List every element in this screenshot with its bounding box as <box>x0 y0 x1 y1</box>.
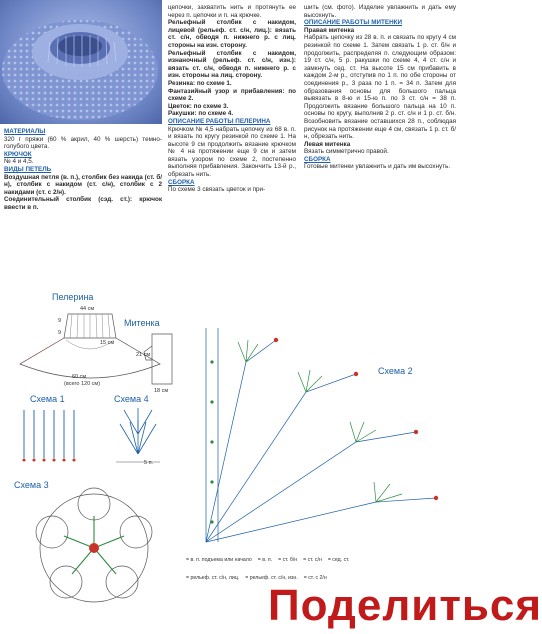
mid-para-4: Резинка: по схеме 1. <box>168 79 232 87</box>
dim-21: 21 см <box>136 352 151 358</box>
product-photo <box>0 0 162 124</box>
mid-para-3: Рельефный столбик с накидом, изнаночный (рельеф. ст. с/н, изн.): вязать ст. с/н, обводя п. нижнего р. с изн. стороны на лиц. сторону. <box>168 49 296 80</box>
scheme1-label: Схема 1 <box>30 394 65 404</box>
hook-text: № 4 и 4,5. <box>4 158 34 166</box>
stitches-heading: ВИДЫ ПЕТЕЛЬ <box>4 165 52 173</box>
scheme4-diagram <box>108 404 168 468</box>
watermark-text: Поделиться <box>268 581 542 630</box>
legend-dc: = ст. с/н <box>303 557 322 563</box>
mitenka-label: Митенка <box>124 318 160 328</box>
mid-para-6: Цветок: по схеме 3. <box>168 102 229 110</box>
dim-44: 44 см <box>80 306 95 312</box>
mid-para-2: Рельефный столбик с накидом, лицевой (рельеф. ст. с/н, лиц.): вязать ст. с/н, обводя п. нижнего р. с лиц. стороны на изн. сторону. <box>168 19 296 49</box>
mid-para-7: Ракушки: по схеме 4. <box>168 110 234 118</box>
dim-total: (всего 120 см) <box>64 381 101 387</box>
hook-heading: КРЮЧОК <box>4 150 32 158</box>
cape-photo-illustration <box>0 0 162 124</box>
mid-para-5: Фантазийный узор и прибавления: по схеме 2. <box>168 87 296 103</box>
scheme2-diagram <box>186 322 454 552</box>
mid-para-1: цепочки, захватить нить и протянуть ее через п. цепочки и п. на крючке. <box>168 4 296 19</box>
left-mitten-heading: Левая митенка <box>304 140 351 148</box>
legend-chain: = в. п. <box>257 557 273 563</box>
dim-18: 18 см <box>154 388 169 394</box>
legend-chain-start: = в. п. подъема или начало <box>186 557 252 563</box>
scheme1-diagram <box>14 404 94 464</box>
dim-5: 5 п. <box>144 460 154 466</box>
slip-stitch-text: Соединительный столбик (сэд. ст.): крючок ввести в п. <box>4 196 162 211</box>
dim-9a: 9 <box>58 318 62 324</box>
assembly-text: По схеме 3 связать цветок и при- <box>168 186 266 194</box>
right-para-1: шить (см. фото). Изделие увлажнить и дать ему высохнуть. <box>304 4 456 19</box>
dim-9b: 9 <box>58 330 62 336</box>
right-column <box>304 4 456 171</box>
legend-back-post: = рельеф. ст. с/н, изн. <box>245 575 298 581</box>
scheme4-label: Схема 4 <box>114 394 149 404</box>
materials-heading: МАТЕРИАЛЫ <box>4 128 46 135</box>
dim-15: 15 см <box>100 340 115 346</box>
assembly-heading: СБОРКА <box>168 178 195 186</box>
left-mitten-text: Вязать симметрично правой. <box>304 148 389 156</box>
scheme3-label: Схема 3 <box>14 480 49 490</box>
right-mitten-heading: Правая митенка <box>304 26 355 34</box>
stitches-text: Воздушная петля (в. п.), столбик без накида (ст. б/н), столбик с накидом (ст. с/н), столбик с 2 накидами (ст. с 2/н). <box>4 173 162 196</box>
pelerina-label: Пелерина <box>52 292 94 302</box>
dim-60: 60 см <box>72 374 87 380</box>
right-mitten-text: Набрать цепочку из 28 в. п. и связать по кругу 4 см резинкой по схеме 1. Затем связать 1 р. ст. б/н и продолжить, распределяя п. следующим образом: 19 ст. с/н, 5 р. ракушки по схеме 4, 4 ст. с/н и замкнуть сед. ст. На высоте 15 см прибавить в каждом 2-м р., отступив по 1 п. по обе стороны от соединения р., 3 раза по 1 п. = 34 п. Затем для образования основы для большого пальца вывязать в 8-ю и 15-ю п. по 3 ст. с/н = 38 п. Продолжить вязание большого пальца на 10 п. основы по кругу, выполнив 2 р. ст. с/н и 1 р. ст. б/н. Возобновить вязание оставшихся 28 п., соблюдая рисунок на протяжении еще 4 см, связать 1 р. ст. б/н, обрезать нить. <box>304 34 456 141</box>
mittens-heading: ОПИСАНИЕ РАБОТЫ МИТЕНКИ <box>304 19 403 27</box>
legend-tr: = ст. с 2/н <box>303 575 327 581</box>
cape-text: Крючком № 4,5 набрать цепочку из 68 в. п. и вязать по кругу резинкой по схеме 1. На высоте 9 см продолжить вязание крючком № 4 на протяжении еще 9 см и затем вязать узором по схеме 2, постепенно выполняя прибавления. Закончить 13-й р., обрезать нить. <box>168 125 296 179</box>
legend-slip: = сед. ст. <box>327 557 350 563</box>
mitten-assembly-heading: СБОРКА <box>304 155 331 163</box>
legend-front-post: = рельеф. ст. с/н, лиц. <box>186 575 240 581</box>
scheme3-diagram <box>14 486 174 606</box>
legend-sc: = ст. б/н <box>278 557 298 563</box>
mitenka-schematic <box>142 330 182 390</box>
materials-text: 320 г пряжи (60 % акрил, 40 % шерсть) темно-голубого цвета. <box>4 135 162 151</box>
middle-column <box>168 4 296 194</box>
cape-heading: ОПИСАНИЕ РАБОТЫ ПЕЛЕРИНА <box>168 117 271 125</box>
scheme2-label: Схема 2 <box>378 366 413 376</box>
left-column <box>4 128 162 212</box>
mitten-assembly-text: Готовые митенки увлажнить и дать им высохнуть. <box>304 163 451 171</box>
